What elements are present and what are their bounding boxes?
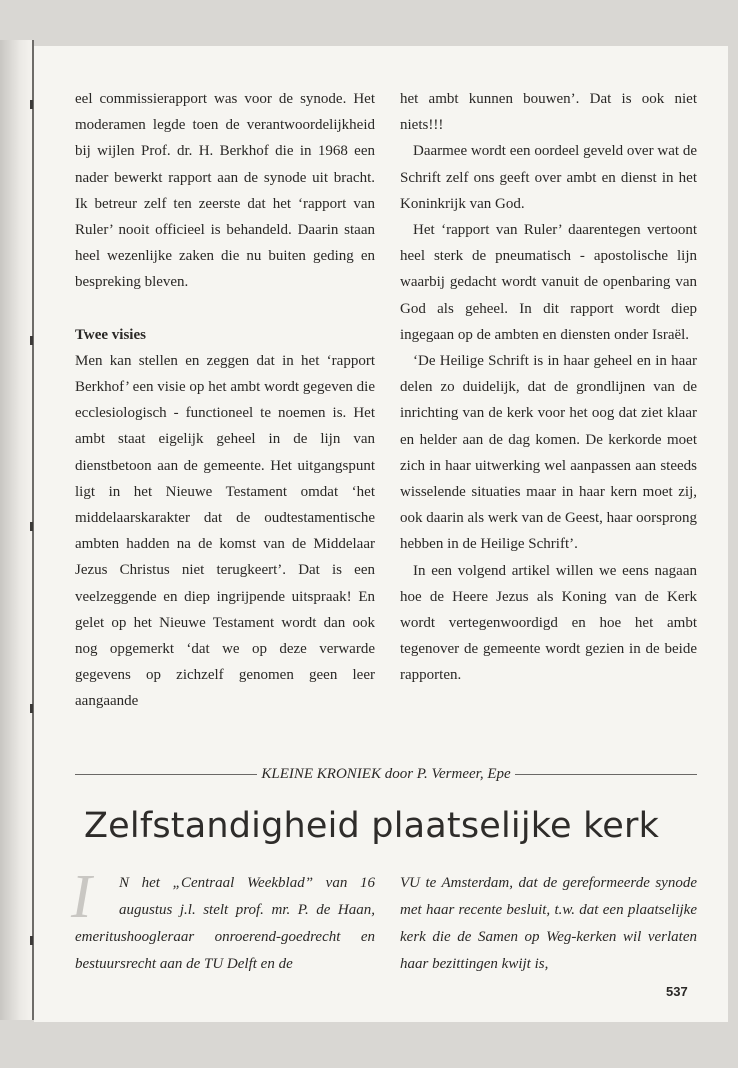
margin-mark — [30, 522, 33, 531]
margin-mark — [30, 100, 33, 109]
paragraph: ‘De Heilige Schrift is in haar geheel en in haar delen zo duidelijk, dat de grondlijnen van de inrichting van de kerk voor het oog dat ziet klaar en helder aan de dag komen. De kerkorde moet zich in haar uitwerking wel aanpassen aan steeds wisselende situaties maar in haar kern moet zij, ook daarin als werk van de Geest, haar oorsprong hebben in de Heilige Schrift’. — [400, 353, 697, 553]
divider — [75, 774, 257, 775]
intro-text: N het „Centraal Weekblad” van 16 augustus j.l. stelt prof. mr. P. de Haan, emeritushoogleraar onroerend-goedrecht en bestuursrecht aan de TU Delft en de — [75, 875, 375, 972]
margin-mark — [30, 336, 33, 345]
margin-mark — [30, 936, 33, 945]
paragraph: Het ‘rapport van Ruler’ daarentegen vertoont heel sterk de pneumatisch - apostolische lijn waarbij gedacht wordt vanuit de openbaring van God als geheel. In dit rapport wordt diep ingegaan op de ambten en diensten onder Israël. — [400, 222, 697, 343]
paragraph: het ambt kunnen bouwen’. Dat is ook niet niets!!! — [400, 91, 697, 134]
book-spine — [0, 40, 34, 1020]
intro-column-left — [71, 863, 375, 978]
page-number: 537 — [666, 984, 688, 999]
paragraph: Daarmee wordt een oordeel geveld over wat de Schrift zelf ons geeft over ambt en dienst in het Koninkrijk van God. — [400, 143, 697, 212]
paragraph: In een volgend artikel willen we eens nagaan hoe de Heere Jezus als Koning van de Kerk wordt vertegenwoordigd en hoe het ambt tegenover de gemeente wordt gezien in de beide rapporten. — [400, 562, 697, 684]
drop-cap: I — [71, 863, 92, 931]
paragraph: eel commissierapport was voor de synode. Het moderamen legde toen de verantwoordelijkheid bij wijlen Prof. dr. H. Berkhof die in 1968 een nader bewerkt rapport aan de synode uit bracht. Ik betreur zelf ten zeerste dat het ‘rapport van Ruler’ nooit officieel is behandeld. Daarin staan heel wezenlijke zaken die nu buiten geding en bespreking bleven. — [75, 91, 375, 291]
article-headline: Zelfstandigheid plaatselijke kerk — [84, 806, 660, 846]
divider — [515, 774, 697, 775]
article-column-right — [400, 86, 697, 689]
section-heading: Twee visies — [75, 326, 146, 343]
paragraph: Men kan stellen en zeggen dat in het ‘rapport Berkhof’ een visie op het ambt wordt gegeven die ecclesiologisch - functioneel te noemen is. Het ambt staat eigelijk geheel in de lijn van dienstbetoon aan de gemeente. Het uitgangspunt ligt in het Nieuwe Testament omdat ‘het middelaarskarakter dat de oudtestamentische ambten hadden na de komst van de Middelaar Jezus Christus niet terugkeert’. Dat is een veelzeggende en diep ingrijpende uitspraak! En gelet op het Nieuwe Testament wordt dan ook nog opgemerkt ‘dat we op deze verwarde gegevens op zichzelf genomen geen leer aangaande — [75, 352, 375, 710]
article-column-left — [75, 86, 375, 715]
margin-mark — [30, 704, 33, 713]
section-byline: KLEINE KRONIEK door P. Vermeer, Epe — [261, 765, 511, 782]
section-byline-row — [75, 762, 697, 786]
intro-text: VU te Amsterdam, dat de gereformeerde synode met haar recente besluit, t.w. dat een plaatselijke kerk die de Samen op Weg-kerken wil verlaten haar bezittingen kwijt is, — [400, 875, 697, 972]
intro-column-right — [400, 870, 697, 978]
